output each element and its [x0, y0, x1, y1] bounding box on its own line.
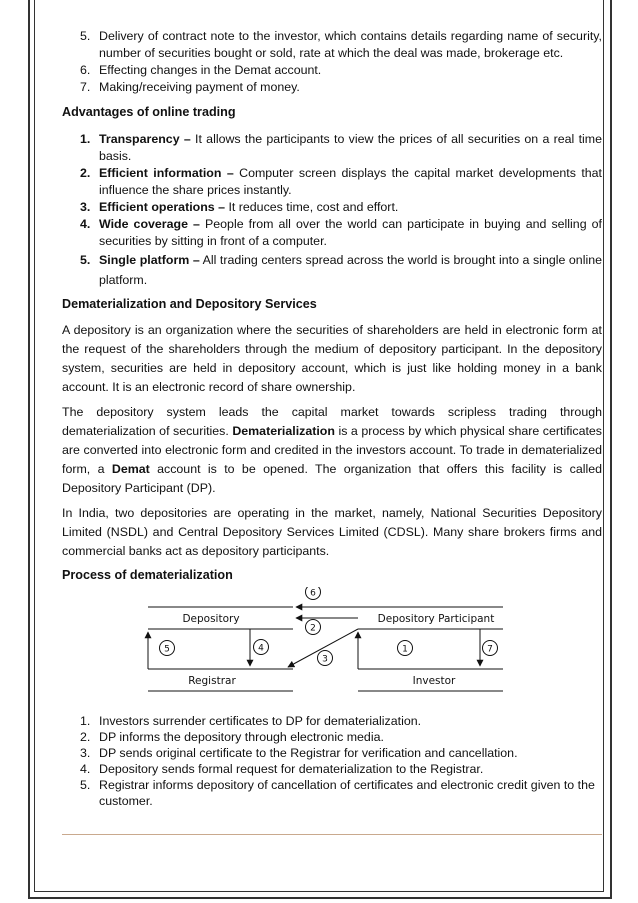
dp-label: Depository Participant — [377, 613, 495, 625]
step-number-1: 1 — [402, 644, 408, 655]
step-number-7: 7 — [487, 644, 493, 655]
demat-paragraph-3: In India, two depositories are operating in the market, namely, National Securities Depository Limited (NSDL) and Central Depository Services Limited (CDSL). Many share brokers firms and commercial banks act as depository participants. — [62, 506, 602, 558]
list-item: 3. DP sends original certificate to the Registrar for verification and cancellation. — [80, 746, 518, 760]
list-item-text: Depository sends formal request for dematerialization to the Registrar. — [99, 762, 484, 776]
term-dematerialization: Dematerialization — [232, 424, 335, 438]
demat-paragraph-2: The depository system leads the capital market towards scripless trading through dematerialization of securities. Dematerialization is a process by which physical share certificates are converted into electronic form and credited in the investors account. To trade in dematerialized form, a Demat account is to be opened. The organization that offers this facility is called Depository Participant (DP). — [62, 405, 603, 495]
list-item-text: Investors surrender certificates to DP for dematerialization. — [99, 714, 422, 728]
list-item-text: It reduces time, cost and effort. — [225, 200, 399, 214]
list-item: 4. Depository sends formal request for dematerialization to the Registrar. — [80, 762, 484, 776]
list-item: 5. Registrar informs depository of cancellation of certificates and electronic credit given to the customer. — [80, 778, 595, 808]
list-item-text: Effecting changes in the Demat account. — [99, 63, 322, 77]
list-item-text: It allows the participants to view the prices of all securities on a real time basis. — [99, 132, 602, 163]
list-item: 2. Efficient information – Computer screen displays the capital market developments that influence the share prices instantly. — [80, 166, 602, 197]
depository-label: Depository — [182, 613, 240, 625]
step-number-2: 2 — [310, 623, 316, 634]
list-item-term: Wide coverage – — [99, 217, 200, 231]
list-item-text: DP informs the depository through electronic media. — [99, 730, 384, 744]
dematerialization-diagram — [62, 587, 602, 705]
list-item-text: Registrar informs depository of cancellation of certificates and electronic credit given to the customer. — [99, 778, 595, 808]
list-item-text: DP sends original certificate to the Registrar for verification and cancellation. — [99, 746, 518, 760]
list-item: 7. Making/receiving payment of money. — [80, 80, 300, 94]
list-item-text: Computer screen displays the capital market developments that influence the share prices instantly. — [99, 166, 602, 197]
list-item: 5. Single platform – All trading centers spread across the world is brought into a single online platform. — [80, 253, 602, 287]
list-item: 1. Transparency – It allows the participants to view the prices of all securities on a real time basis. — [80, 132, 602, 163]
list-item-text: Making/receiving payment of money. — [99, 80, 300, 94]
advantages-heading: Advantages of online trading — [62, 105, 236, 119]
demat-paragraph-1: A depository is an organization where the securities of shareholders are held in electronic form at the request of the shareholders through the medium of depository participant. In the depository system, securities are held in depository account, which is just like holding money in a bank account. It is an electronic record of share ownership. — [62, 323, 602, 394]
list-item-term: Efficient operations – — [99, 200, 225, 214]
diagram-svg — [62, 587, 602, 705]
list-item-text: Delivery of contract note to the investor, which contains details regarding name of security, number of securities bought or sold, rate at which the deal was made, brokerage etc. — [99, 29, 602, 60]
step-number-3: 3 — [322, 654, 328, 665]
step-number-4: 4 — [258, 643, 264, 654]
list-item: 4. Wide coverage – People from all over the world can participate in buying and selling of securities by sitting in front of a computer. — [80, 217, 602, 248]
term-demat: Demat — [111, 462, 150, 476]
trading-steps-list-continued — [62, 28, 602, 96]
list-item: 6. Effecting changes in the Demat account. — [80, 63, 322, 77]
process-heading: Process of dematerialization — [62, 568, 233, 582]
list-item-text: All trading centers spread across the world is brought into a single online platform. — [99, 253, 602, 287]
list-item-term: Efficient information – — [99, 166, 234, 180]
investor-label: Investor — [412, 675, 456, 687]
demat-heading: Dematerialization and Depository Services — [62, 297, 317, 311]
step-number-5: 5 — [164, 644, 170, 655]
footer-divider — [62, 834, 602, 835]
list-item: 1. Investors surrender certificates to DP for dematerialization. — [80, 714, 422, 728]
page-content — [62, 28, 602, 809]
process-steps-list — [62, 713, 602, 809]
list-item-term: Single platform – — [99, 253, 200, 267]
registrar-label: Registrar — [188, 675, 236, 687]
list-item: 3. Efficient operations – It reduces time, cost and effort. — [80, 200, 399, 214]
advantages-list — [62, 131, 602, 290]
step-number-6: 6 — [310, 588, 316, 599]
list-item: 5. Delivery of contract note to the investor, which contains details regarding name of security, number of securities bought or sold, rate at which the deal was made, brokerage etc. — [80, 29, 602, 60]
list-item-term: Transparency – — [99, 132, 191, 146]
list-item-text: People from all over the world can participate in buying and selling of securities by sitting in front of a computer. — [99, 217, 602, 248]
list-item: 2. DP informs the depository through electronic media. — [80, 730, 384, 744]
